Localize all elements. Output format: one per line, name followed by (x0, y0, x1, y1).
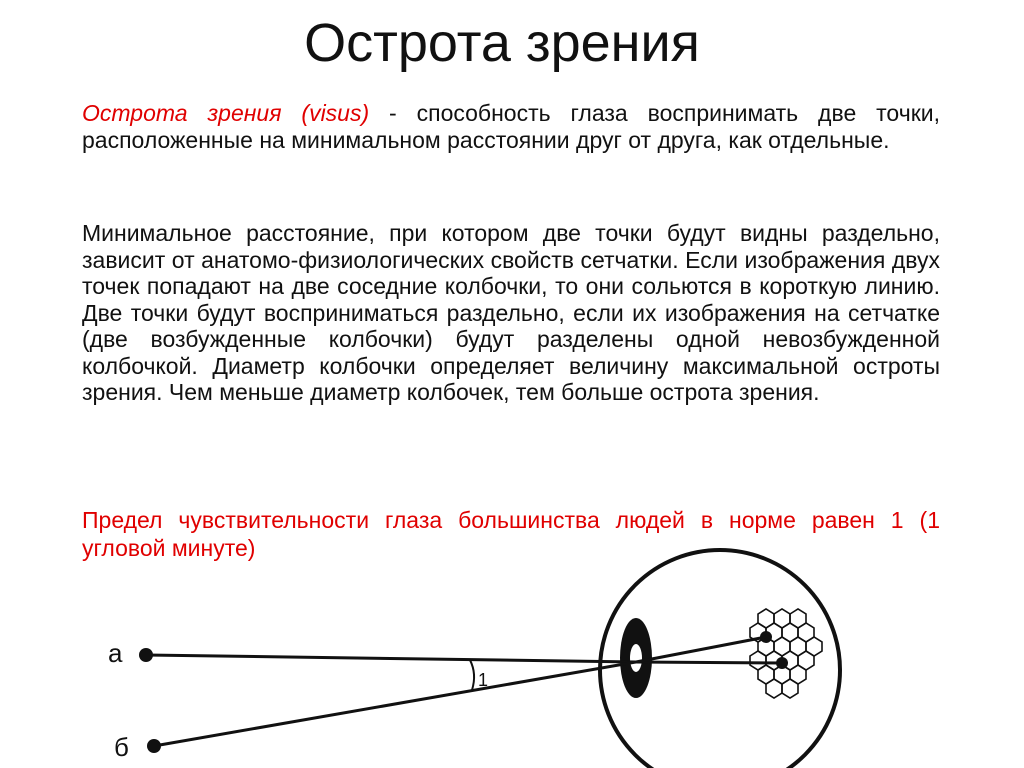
ray-b-outer (154, 662, 636, 746)
limit-paragraph: Предел чувствительности глаза большинства людей в норме равен 1 (1 угловой минуте) (82, 507, 940, 561)
slide-title: Острота зрения (304, 13, 700, 73)
pupil (630, 644, 642, 672)
definition-term: Острота зрения (visus) (82, 100, 370, 126)
point-b-label: б (114, 732, 129, 762)
definition-text: - способность глаза воспринимать две точки, расположенные на минимальном расстоянии друг от друга, как отдельные. (82, 100, 940, 153)
ray-b-inner (636, 637, 766, 662)
ray-a-outer (146, 655, 636, 662)
angle-label: 1 (478, 670, 489, 690)
explanation-paragraph: Минимальное расстояние, при котором две точки будут видны раздельно, зависит от анатомо-физиологических свойств сетчатки. Если изображения двух точек попадают на две соседние колбочки, то они сольются в короткую линию. Две точки будут восприниматься раздельно, если их изображения на сетчатке (две возбужденные колбочки) будут разделены одной невозбужденной колбочкой. Диаметр колбочки определяет величину максимальной остроты зрения. Чем меньше диаметр колбочек, тем больше острота зрения. (82, 220, 940, 405)
point-a-label: а (108, 638, 123, 668)
ray-a-inner (636, 662, 782, 663)
point-b (147, 739, 161, 753)
point-a (139, 648, 153, 662)
definition-paragraph (82, 100, 940, 153)
eye-diagram (0, 540, 1024, 768)
angle-arc (470, 660, 474, 690)
cone-mosaic (750, 609, 822, 698)
